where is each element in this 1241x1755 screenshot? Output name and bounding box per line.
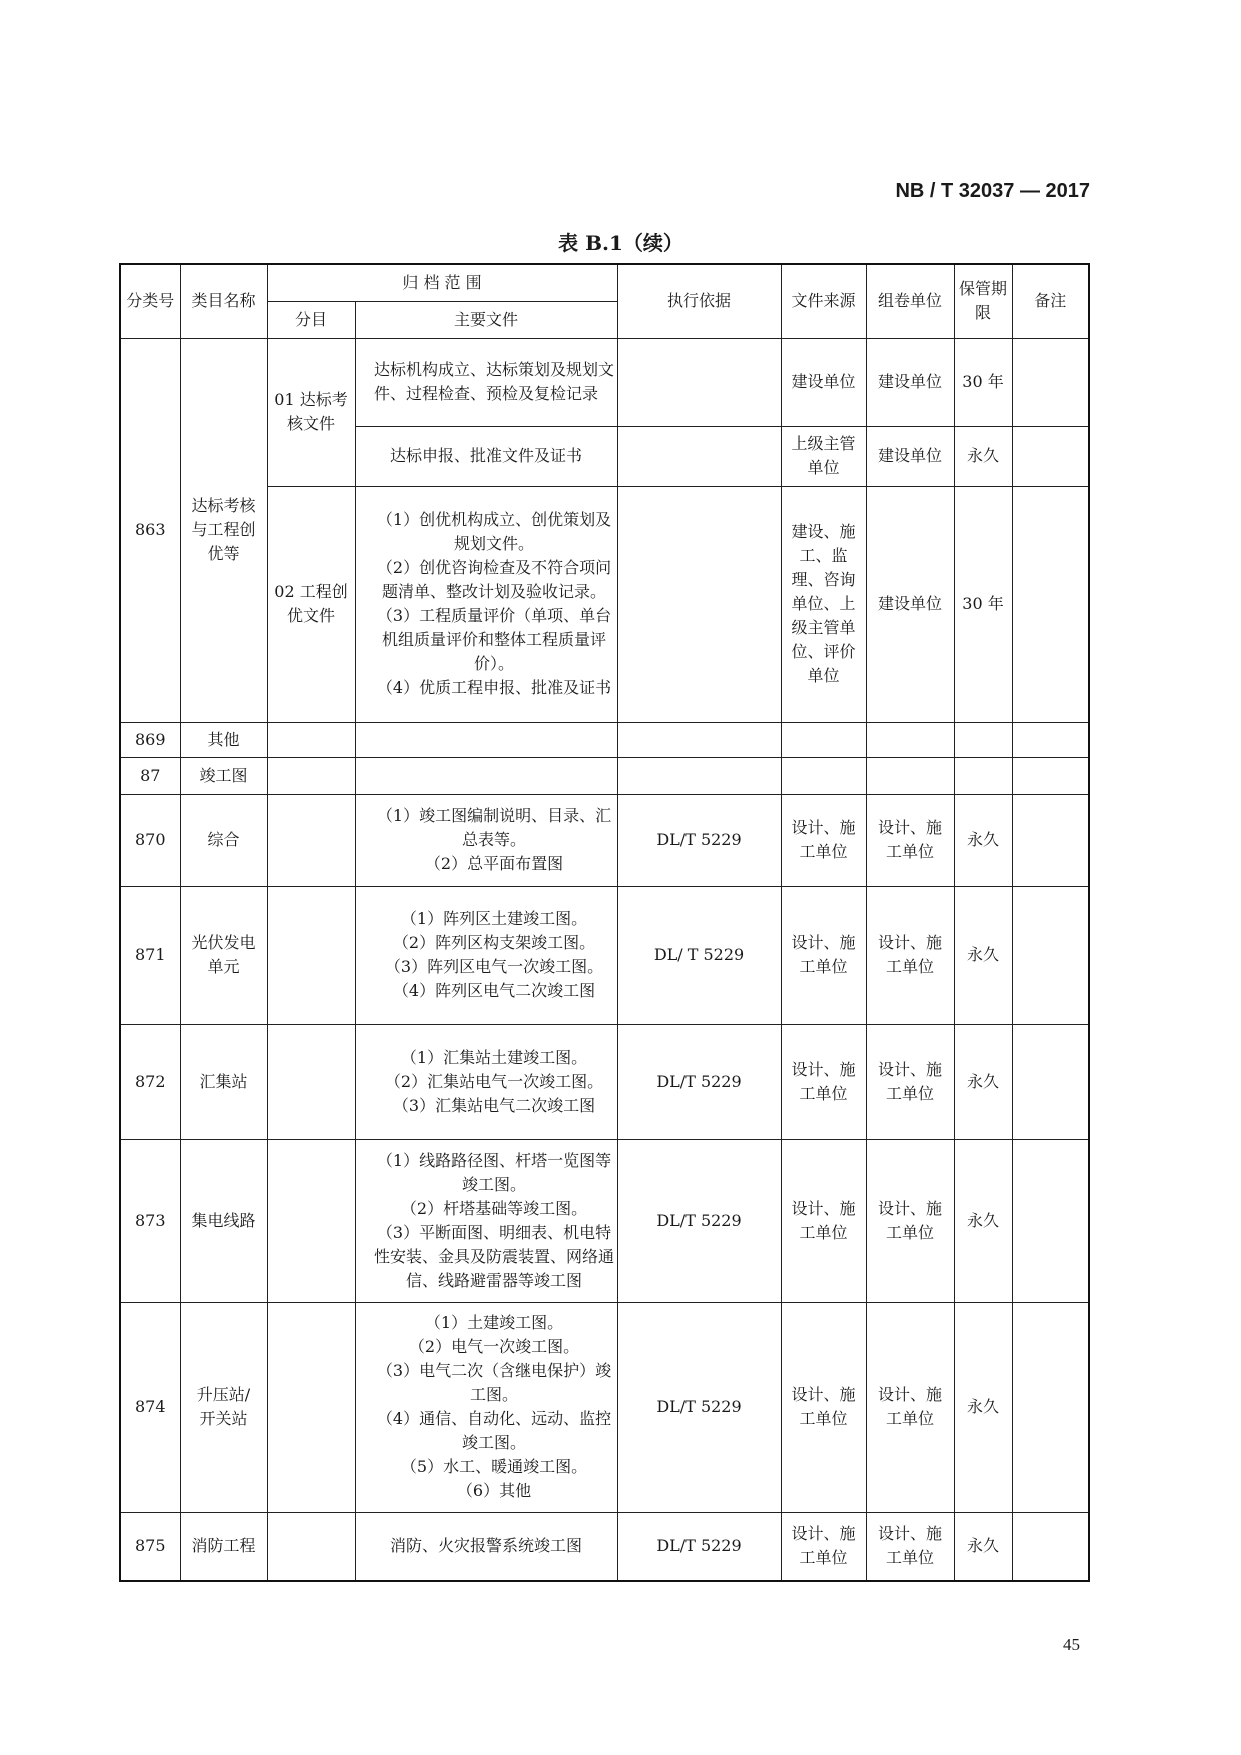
files-line: （2）电气一次竣工图。 xyxy=(408,1337,580,1356)
col-header-retention: 保管期限 xyxy=(954,264,1012,338)
cell-basis xyxy=(617,426,781,486)
col-header-remarks: 备注 xyxy=(1012,264,1089,338)
cell-basis xyxy=(617,338,781,426)
files-line: （5）水工、暖通竣工图。 xyxy=(400,1457,588,1476)
cell-files xyxy=(355,886,617,1024)
table-row xyxy=(120,1302,1089,1512)
cell-remarks xyxy=(1012,886,1089,1024)
cell-source: 上级主管单位 xyxy=(781,426,866,486)
cell-remarks xyxy=(1012,1139,1089,1302)
col-header-code: 分类号 xyxy=(120,264,180,338)
cell-retention: 永久 xyxy=(954,886,1012,1024)
cell-source xyxy=(781,722,866,757)
cell-basis: DL/T 5229 xyxy=(617,1024,781,1139)
cell-files xyxy=(355,486,617,722)
files-line: （4）通信、自动化、远动、监控竣工图。 xyxy=(376,1409,612,1452)
files-line: （6）其他 xyxy=(456,1481,532,1500)
cell-code: 872 xyxy=(120,1024,180,1139)
cell-org-unit: 设计、施工单位 xyxy=(866,1302,954,1512)
cell-category: 光伏发电单元 xyxy=(180,886,267,1024)
cell-sub-item xyxy=(267,794,355,886)
files-line: （2）创优咨询检查及不符合项问题清单、整改计划及验收记录。 xyxy=(376,558,612,601)
files-line: （2）汇集站电气一次竣工图。 xyxy=(384,1071,604,1091)
cell-retention: 永久 xyxy=(954,1024,1012,1139)
cell-source: 建设单位 xyxy=(781,338,866,426)
cell-basis: DL/T 5229 xyxy=(617,1139,781,1302)
cell-sub-item: 02 工程创优文件 xyxy=(267,486,355,722)
cell-files xyxy=(355,338,617,426)
cell-category: 汇集站 xyxy=(180,1024,267,1139)
cell-remarks xyxy=(1012,722,1089,757)
files-line: （1）竣工图编制说明、目录、汇总表等。 xyxy=(376,806,612,849)
cell-source: 设计、施工单位 xyxy=(781,1139,866,1302)
files-line: （2）总平面布置图 xyxy=(424,854,564,873)
cell-remarks xyxy=(1012,1512,1089,1581)
cell-files: 消防、火灾报警系统竣工图 xyxy=(355,1512,617,1581)
table-row xyxy=(120,757,1089,794)
table-row xyxy=(120,794,1089,886)
cell-retention xyxy=(954,757,1012,794)
cell-category: 其他 xyxy=(180,722,267,757)
col-header-org-unit: 组卷单位 xyxy=(866,264,954,338)
cell-retention: 永久 xyxy=(954,1139,1012,1302)
cell-category: 集电线路 xyxy=(180,1139,267,1302)
cell-basis: DL/T 5229 xyxy=(617,1512,781,1581)
files-line: （2）阵列区构支架竣工图。 xyxy=(392,933,596,952)
table-row xyxy=(120,886,1089,1024)
cell-category: 综合 xyxy=(180,794,267,886)
cell-category: 消防工程 xyxy=(180,1512,267,1581)
cell-org-unit xyxy=(866,722,954,757)
files-line: （3）汇集站电气二次竣工图 xyxy=(392,1095,596,1115)
cell-source: 设计、施工单位 xyxy=(781,1512,866,1581)
cell-source: 设计、施工单位 xyxy=(781,794,866,886)
col-header-archive-scope: 归 档 范 围 xyxy=(267,264,617,301)
cell-code: 875 xyxy=(120,1512,180,1581)
col-header-source: 文件来源 xyxy=(781,264,866,338)
table-row xyxy=(120,722,1089,757)
cell-retention: 永久 xyxy=(954,1302,1012,1512)
cell-category: 竣工图 xyxy=(180,757,267,794)
cell-retention: 永久 xyxy=(954,794,1012,886)
cell-code: 863 xyxy=(120,338,180,722)
cell-source: 设计、施工单位 xyxy=(781,1302,866,1512)
cell-org-unit xyxy=(866,757,954,794)
cell-retention: 永久 xyxy=(954,1512,1012,1581)
cell-basis xyxy=(617,757,781,794)
cell-source: 设计、施工单位 xyxy=(781,1024,866,1139)
cell-org-unit: 设计、施工单位 xyxy=(866,794,954,886)
col-header-main-files: 主要文件 xyxy=(355,301,617,338)
table-row xyxy=(120,1024,1089,1139)
cell-remarks xyxy=(1012,486,1089,722)
cell-sub-item xyxy=(267,1512,355,1581)
cell-org-unit: 设计、施工单位 xyxy=(866,1512,954,1581)
files-line: （4）阵列区电气二次竣工图 xyxy=(392,981,596,1000)
cell-remarks xyxy=(1012,338,1089,426)
cell-sub-item xyxy=(267,757,355,794)
cell-source: 设计、施工单位 xyxy=(781,886,866,1024)
cell-basis: DL/ T 5229 xyxy=(617,886,781,1024)
cell-org-unit: 设计、施工单位 xyxy=(866,886,954,1024)
cell-org-unit: 设计、施工单位 xyxy=(866,1139,954,1302)
cell-code: 870 xyxy=(120,794,180,886)
table-row xyxy=(120,1139,1089,1302)
cell-code: 874 xyxy=(120,1302,180,1512)
cell-files: 达标申报、批准文件及证书 xyxy=(355,426,617,486)
cell-category: 达标考核与工程创优等 xyxy=(180,338,267,722)
cell-sub-item xyxy=(267,1024,355,1139)
page-number: 45 xyxy=(1063,1635,1080,1654)
col-header-category: 类目名称 xyxy=(180,264,267,338)
files-line: （1）创优机构成立、创优策划及规划文件。 xyxy=(376,510,612,553)
cell-remarks xyxy=(1012,1302,1089,1512)
cell-category: 升压站/开关站 xyxy=(180,1302,267,1512)
col-header-basis: 执行依据 xyxy=(617,264,781,338)
cell-code: 869 xyxy=(120,722,180,757)
cell-remarks xyxy=(1012,794,1089,886)
files-line: （1）线路路径图、杆塔一览图等竣工图。 xyxy=(376,1150,612,1194)
col-header-sub-item: 分目 xyxy=(267,301,355,338)
files-line: （3）阵列区电气一次竣工图。 xyxy=(384,957,604,976)
cell-code: 873 xyxy=(120,1139,180,1302)
files-line: （1）汇集站土建竣工图。 xyxy=(400,1047,588,1067)
cell-sub-item xyxy=(267,1139,355,1302)
files-line: （3）平断面图、明细表、机电特性安装、金具及防震装置、网络通信、线路避雷器等竣工图 xyxy=(374,1222,615,1290)
cell-code: 87 xyxy=(120,757,180,794)
cell-retention: 永久 xyxy=(954,426,1012,486)
cell-basis: DL/T 5229 xyxy=(617,1302,781,1512)
cell-sub-item: 01 达标考核文件 xyxy=(267,338,355,486)
files-line: （1）土建竣工图。 xyxy=(424,1313,564,1332)
cell-remarks xyxy=(1012,1024,1089,1139)
cell-org-unit: 建设单位 xyxy=(866,426,954,486)
cell-retention: 30 年 xyxy=(954,486,1012,722)
cell-basis xyxy=(617,722,781,757)
cell-files xyxy=(355,794,617,886)
cell-files xyxy=(355,1024,617,1139)
cell-files xyxy=(355,722,617,757)
cell-remarks xyxy=(1012,757,1089,794)
header-row xyxy=(120,264,1089,301)
cell-sub-item xyxy=(267,886,355,1024)
cell-sub-item xyxy=(267,1302,355,1512)
cell-org-unit: 设计、施工单位 xyxy=(866,1024,954,1139)
files-line: （4）优质工程申报、批准及证书 xyxy=(376,678,612,697)
files-line: （3）工程质量评价（单项、单台机组质量评价和整体工程质量评价）。 xyxy=(376,606,612,673)
cell-code: 871 xyxy=(120,886,180,1024)
cell-source: 建设、施工、监理、咨询单位、上级主管单位、评价单位 xyxy=(781,486,866,722)
cell-remarks xyxy=(1012,426,1089,486)
standard-code: NB / T 32037 — 2017 xyxy=(895,180,1090,202)
cell-retention xyxy=(954,722,1012,757)
files-text: 达标机构成立、达标策划及规划文件、过程检查、预检及复检记录 xyxy=(374,360,615,403)
cell-source xyxy=(781,757,866,794)
cell-files xyxy=(355,1139,617,1302)
cell-org-unit: 建设单位 xyxy=(866,486,954,722)
table-row xyxy=(120,338,1089,426)
archive-table xyxy=(119,263,1090,1582)
files-line: （1）阵列区土建竣工图。 xyxy=(400,909,588,928)
cell-sub-item xyxy=(267,722,355,757)
cell-files xyxy=(355,757,617,794)
files-line: （3）电气二次（含继电保护）竣工图。 xyxy=(376,1361,612,1404)
cell-org-unit: 建设单位 xyxy=(866,338,954,426)
cell-retention: 30 年 xyxy=(954,338,1012,426)
table-row xyxy=(120,1512,1089,1581)
table-title: 表 B.1（续） xyxy=(558,231,683,255)
files-line: （2）杆塔基础等竣工图。 xyxy=(400,1198,588,1218)
cell-basis: DL/T 5229 xyxy=(617,794,781,886)
cell-files xyxy=(355,1302,617,1512)
cell-basis xyxy=(617,486,781,722)
